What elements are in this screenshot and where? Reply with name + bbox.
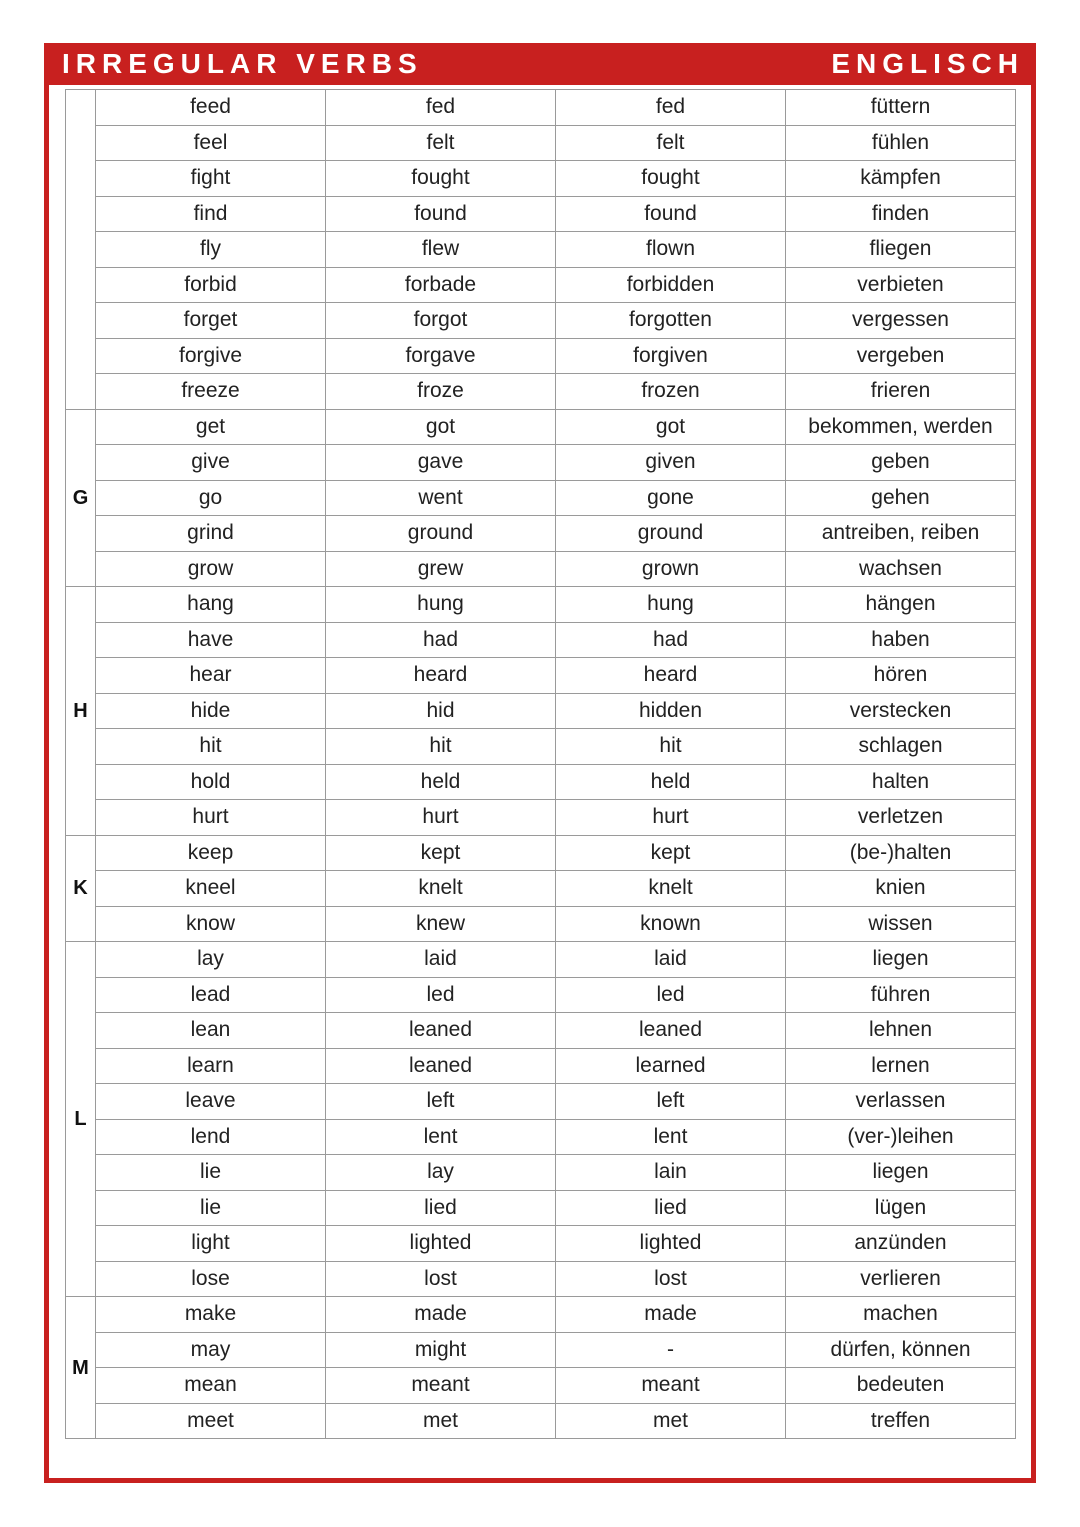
past-participle-cell: lighted: [556, 1226, 786, 1262]
infinitive-cell: freeze: [96, 374, 326, 410]
german-translation-cell: lügen: [786, 1190, 1016, 1226]
german-translation-cell: schlagen: [786, 729, 1016, 765]
table-row: [66, 977, 1016, 1013]
simple-past-cell: held: [326, 764, 556, 800]
german-translation-cell: machen: [786, 1297, 1016, 1333]
german-translation-cell: wissen: [786, 906, 1016, 942]
table-row: [66, 480, 1016, 516]
past-participle-cell: known: [556, 906, 786, 942]
simple-past-cell: lent: [326, 1119, 556, 1155]
infinitive-cell: make: [96, 1297, 326, 1333]
simple-past-cell: felt: [326, 125, 556, 161]
past-participle-cell: met: [556, 1403, 786, 1439]
simple-past-cell: froze: [326, 374, 556, 410]
infinitive-cell: mean: [96, 1368, 326, 1404]
simple-past-cell: lost: [326, 1261, 556, 1297]
german-translation-cell: lernen: [786, 1048, 1016, 1084]
table-row: [66, 942, 1016, 978]
table-row: [66, 1332, 1016, 1368]
letter-group-label: M: [66, 1297, 96, 1439]
simple-past-cell: forgave: [326, 338, 556, 374]
past-participle-cell: learned: [556, 1048, 786, 1084]
infinitive-cell: hide: [96, 693, 326, 729]
table-row: [66, 906, 1016, 942]
table-row: [66, 835, 1016, 871]
past-participle-cell: hidden: [556, 693, 786, 729]
simple-past-cell: fed: [326, 90, 556, 126]
table-row: [66, 1048, 1016, 1084]
infinitive-cell: hold: [96, 764, 326, 800]
simple-past-cell: heard: [326, 658, 556, 694]
german-translation-cell: lehnen: [786, 1013, 1016, 1049]
simple-past-cell: grew: [326, 551, 556, 587]
infinitive-cell: may: [96, 1332, 326, 1368]
simple-past-cell: got: [326, 409, 556, 445]
past-participle-cell: felt: [556, 125, 786, 161]
past-participle-cell: frozen: [556, 374, 786, 410]
verb-table: [65, 89, 1016, 1439]
simple-past-cell: ground: [326, 516, 556, 552]
past-participle-cell: flown: [556, 232, 786, 268]
subject-label: ENGLISCH: [831, 48, 1024, 79]
table-row: [66, 338, 1016, 374]
infinitive-cell: find: [96, 196, 326, 232]
table-row: [66, 1119, 1016, 1155]
infinitive-cell: lead: [96, 977, 326, 1013]
simple-past-cell: hung: [326, 587, 556, 623]
simple-past-cell: lay: [326, 1155, 556, 1191]
infinitive-cell: lend: [96, 1119, 326, 1155]
simple-past-cell: went: [326, 480, 556, 516]
german-translation-cell: hängen: [786, 587, 1016, 623]
past-participle-cell: lied: [556, 1190, 786, 1226]
german-translation-cell: finden: [786, 196, 1016, 232]
infinitive-cell: forgive: [96, 338, 326, 374]
letter-group-label: [66, 90, 96, 410]
simple-past-cell: meant: [326, 1368, 556, 1404]
german-translation-cell: verbieten: [786, 267, 1016, 303]
infinitive-cell: hurt: [96, 800, 326, 836]
past-participle-cell: hung: [556, 587, 786, 623]
table-row: [66, 196, 1016, 232]
simple-past-cell: met: [326, 1403, 556, 1439]
simple-past-cell: made: [326, 1297, 556, 1333]
infinitive-cell: feel: [96, 125, 326, 161]
table-row: [66, 1084, 1016, 1120]
verb-table-body: [66, 90, 1016, 1439]
table-row: [66, 90, 1016, 126]
simple-past-cell: lighted: [326, 1226, 556, 1262]
past-participle-cell: fed: [556, 90, 786, 126]
past-participle-cell: meant: [556, 1368, 786, 1404]
german-translation-cell: vergessen: [786, 303, 1016, 339]
table-row: [66, 764, 1016, 800]
past-participle-cell: fought: [556, 161, 786, 197]
german-translation-cell: bedeuten: [786, 1368, 1016, 1404]
infinitive-cell: forget: [96, 303, 326, 339]
german-translation-cell: verlassen: [786, 1084, 1016, 1120]
table-row: [66, 125, 1016, 161]
german-translation-cell: gehen: [786, 480, 1016, 516]
infinitive-cell: lay: [96, 942, 326, 978]
german-translation-cell: kämpfen: [786, 161, 1016, 197]
table-row: [66, 161, 1016, 197]
simple-past-cell: lied: [326, 1190, 556, 1226]
infinitive-cell: leave: [96, 1084, 326, 1120]
german-translation-cell: hören: [786, 658, 1016, 694]
infinitive-cell: keep: [96, 835, 326, 871]
past-participle-cell: -: [556, 1332, 786, 1368]
table-row: [66, 800, 1016, 836]
german-translation-cell: verlieren: [786, 1261, 1016, 1297]
german-translation-cell: geben: [786, 445, 1016, 481]
german-translation-cell: frieren: [786, 374, 1016, 410]
table-row: [66, 1013, 1016, 1049]
past-participle-cell: hurt: [556, 800, 786, 836]
past-participle-cell: ground: [556, 516, 786, 552]
infinitive-cell: get: [96, 409, 326, 445]
past-participle-cell: lost: [556, 1261, 786, 1297]
infinitive-cell: forbid: [96, 267, 326, 303]
german-translation-cell: (ver-)leihen: [786, 1119, 1016, 1155]
infinitive-cell: kneel: [96, 871, 326, 907]
infinitive-cell: grow: [96, 551, 326, 587]
simple-past-cell: found: [326, 196, 556, 232]
letter-group-label: L: [66, 942, 96, 1297]
past-participle-cell: forbidden: [556, 267, 786, 303]
table-row: [66, 516, 1016, 552]
past-participle-cell: heard: [556, 658, 786, 694]
infinitive-cell: lie: [96, 1190, 326, 1226]
simple-past-cell: leaned: [326, 1048, 556, 1084]
german-translation-cell: knien: [786, 871, 1016, 907]
past-participle-cell: kept: [556, 835, 786, 871]
table-row: [66, 267, 1016, 303]
simple-past-cell: leaned: [326, 1013, 556, 1049]
german-translation-cell: antreiben, reiben: [786, 516, 1016, 552]
table-row: [66, 622, 1016, 658]
letter-group-label: H: [66, 587, 96, 836]
table-row: [66, 1403, 1016, 1439]
german-translation-cell: treffen: [786, 1403, 1016, 1439]
german-translation-cell: verstecken: [786, 693, 1016, 729]
past-participle-cell: held: [556, 764, 786, 800]
infinitive-cell: meet: [96, 1403, 326, 1439]
table-row: [66, 693, 1016, 729]
infinitive-cell: have: [96, 622, 326, 658]
past-participle-cell: got: [556, 409, 786, 445]
table-row: [66, 1155, 1016, 1191]
past-participle-cell: leaned: [556, 1013, 786, 1049]
infinitive-cell: light: [96, 1226, 326, 1262]
infinitive-cell: hit: [96, 729, 326, 765]
letter-group-label: G: [66, 409, 96, 587]
past-participle-cell: lain: [556, 1155, 786, 1191]
german-translation-cell: wachsen: [786, 551, 1016, 587]
past-participle-cell: laid: [556, 942, 786, 978]
table-row: [66, 232, 1016, 268]
infinitive-cell: know: [96, 906, 326, 942]
past-participle-cell: knelt: [556, 871, 786, 907]
table-row: [66, 729, 1016, 765]
table-row: [66, 551, 1016, 587]
german-translation-cell: dürfen, können: [786, 1332, 1016, 1368]
infinitive-cell: learn: [96, 1048, 326, 1084]
simple-past-cell: forbade: [326, 267, 556, 303]
infinitive-cell: fight: [96, 161, 326, 197]
past-participle-cell: had: [556, 622, 786, 658]
table-row: [66, 1368, 1016, 1404]
table-row: [66, 374, 1016, 410]
past-participle-cell: made: [556, 1297, 786, 1333]
german-translation-cell: haben: [786, 622, 1016, 658]
german-translation-cell: führen: [786, 977, 1016, 1013]
letter-group-label: K: [66, 835, 96, 942]
simple-past-cell: knelt: [326, 871, 556, 907]
simple-past-cell: hurt: [326, 800, 556, 836]
infinitive-cell: lose: [96, 1261, 326, 1297]
simple-past-cell: had: [326, 622, 556, 658]
page-header: [44, 43, 1036, 85]
table-row: [66, 303, 1016, 339]
simple-past-cell: might: [326, 1332, 556, 1368]
german-translation-cell: halten: [786, 764, 1016, 800]
past-participle-cell: found: [556, 196, 786, 232]
past-participle-cell: grown: [556, 551, 786, 587]
infinitive-cell: give: [96, 445, 326, 481]
infinitive-cell: fly: [96, 232, 326, 268]
past-participle-cell: gone: [556, 480, 786, 516]
simple-past-cell: knew: [326, 906, 556, 942]
infinitive-cell: lean: [96, 1013, 326, 1049]
infinitive-cell: hear: [96, 658, 326, 694]
past-participle-cell: forgotten: [556, 303, 786, 339]
german-translation-cell: fliegen: [786, 232, 1016, 268]
table-row: [66, 1261, 1016, 1297]
table-row: [66, 1226, 1016, 1262]
past-participle-cell: led: [556, 977, 786, 1013]
infinitive-cell: feed: [96, 90, 326, 126]
german-translation-cell: fühlen: [786, 125, 1016, 161]
german-translation-cell: verletzen: [786, 800, 1016, 836]
table-row: [66, 409, 1016, 445]
simple-past-cell: left: [326, 1084, 556, 1120]
simple-past-cell: hit: [326, 729, 556, 765]
table-row: [66, 871, 1016, 907]
past-participle-cell: lent: [556, 1119, 786, 1155]
infinitive-cell: hang: [96, 587, 326, 623]
table-row: [66, 1297, 1016, 1333]
simple-past-cell: led: [326, 977, 556, 1013]
past-participle-cell: forgiven: [556, 338, 786, 374]
table-row: [66, 1190, 1016, 1226]
german-translation-cell: bekommen, werden: [786, 409, 1016, 445]
infinitive-cell: lie: [96, 1155, 326, 1191]
simple-past-cell: flew: [326, 232, 556, 268]
german-translation-cell: füttern: [786, 90, 1016, 126]
page-title: IRREGULAR VERBS: [62, 48, 423, 79]
german-translation-cell: liegen: [786, 1155, 1016, 1191]
infinitive-cell: grind: [96, 516, 326, 552]
simple-past-cell: fought: [326, 161, 556, 197]
german-translation-cell: anzünden: [786, 1226, 1016, 1262]
simple-past-cell: laid: [326, 942, 556, 978]
infinitive-cell: go: [96, 480, 326, 516]
german-translation-cell: vergeben: [786, 338, 1016, 374]
table-row: [66, 445, 1016, 481]
past-participle-cell: hit: [556, 729, 786, 765]
past-participle-cell: left: [556, 1084, 786, 1120]
table-row: [66, 658, 1016, 694]
simple-past-cell: forgot: [326, 303, 556, 339]
simple-past-cell: kept: [326, 835, 556, 871]
german-translation-cell: (be-)halten: [786, 835, 1016, 871]
simple-past-cell: gave: [326, 445, 556, 481]
german-translation-cell: liegen: [786, 942, 1016, 978]
simple-past-cell: hid: [326, 693, 556, 729]
past-participle-cell: given: [556, 445, 786, 481]
table-row: [66, 587, 1016, 623]
